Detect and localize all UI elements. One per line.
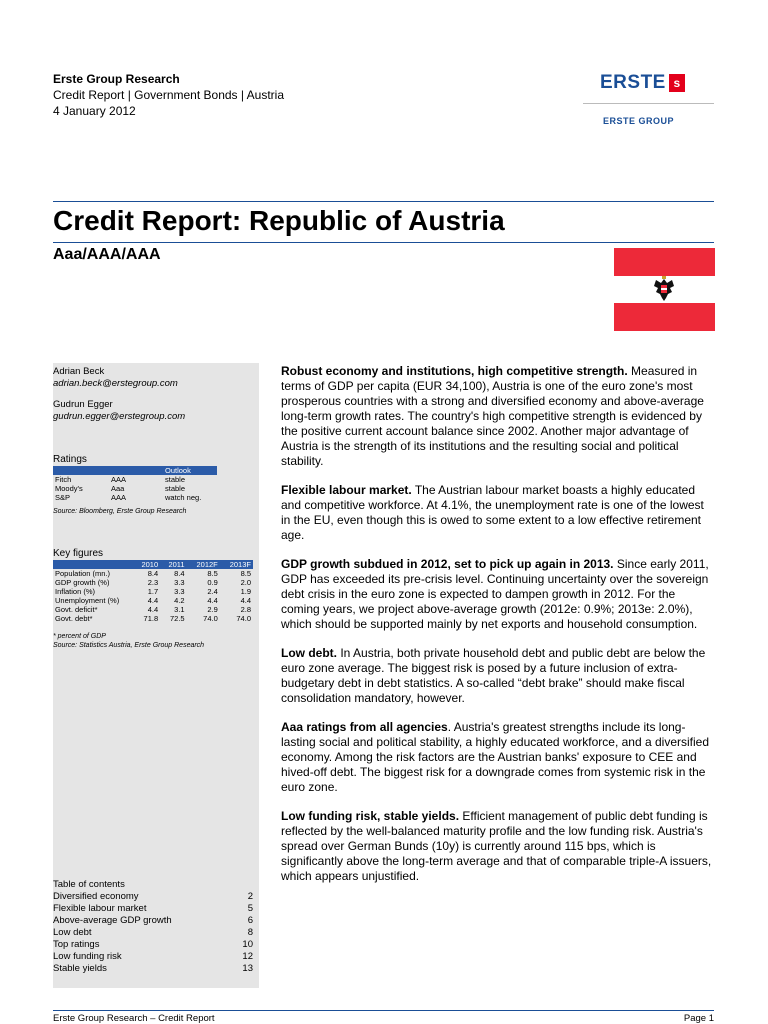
ratings-col-outlook: Outlook <box>163 466 217 475</box>
toc-item-label: Low funding risk <box>53 951 122 962</box>
kf-value: 72.5 <box>169 614 185 623</box>
ratings-col-blank <box>53 466 109 475</box>
rating-agency: Fitch <box>55 475 72 484</box>
logo-mark-icon: s <box>669 74 685 92</box>
toc-heading <box>53 879 253 891</box>
kf-value: 2.9 <box>207 605 218 614</box>
body-paragraph <box>281 809 714 884</box>
table-of-contents <box>53 879 253 975</box>
kf-value: 2.3 <box>147 578 159 587</box>
page-title: Credit Report: Republic of Austria <box>53 205 505 236</box>
toc-item-label: Flexible labour market <box>53 903 147 914</box>
kf-label: Inflation (%) <box>55 587 96 596</box>
kf-value: 71.8 <box>143 614 159 623</box>
title-rule-bottom <box>53 242 714 243</box>
toc-item-label: Low debt <box>53 927 92 938</box>
toc-item[interactable] <box>53 915 253 927</box>
toc-item-label: Diversified economy <box>53 891 139 902</box>
rating-outlook: stable <box>165 475 186 484</box>
kf-label: Population (mn.) <box>55 569 111 578</box>
toc-heading-label: Table of contents <box>53 879 125 890</box>
toc-item-page: 10 <box>242 939 253 950</box>
paragraph-text: Since early 2011, GDP has exceeded its pre-crisis level. Continuing uncertainty over the sovereign debt crisis in the euro zone is expected to dampen growth in 2012. For the coming years, we project above-average growth (2012e: 0.9%; 2013e: 2.0%), which should be supported mainly by net exports and household consumption. <box>281 557 709 631</box>
kf-value: 3.3 <box>174 587 185 596</box>
kf-value: 0.9 <box>207 578 218 587</box>
kf-col-header: 2011 <box>160 560 186 569</box>
toc-item[interactable] <box>53 891 253 903</box>
kf-label: GDP growth (%) <box>55 578 110 587</box>
table-row <box>53 587 253 596</box>
logo-subtitle: ERSTE GROUP <box>603 116 675 126</box>
body-paragraph <box>281 364 714 469</box>
kf-label: Unemployment (%) <box>55 596 120 605</box>
eagle-coat-of-arms-icon <box>652 274 676 304</box>
analysts <box>53 366 253 423</box>
paragraph-lead: Robust economy and institutions, high competitive strength. <box>281 364 628 378</box>
key-figures-source: Source: Statistics Austria, Erste Group Research <box>53 642 205 649</box>
paragraph-lead: Low funding risk, stable yields. <box>281 809 460 823</box>
kf-value: 4.4 <box>207 596 218 605</box>
key-figures-heading: Key figures <box>53 548 104 559</box>
ratings-col-blank <box>109 466 163 475</box>
analyst-name: Adrian Beck <box>53 366 105 377</box>
kf-label: Govt. deficit* <box>55 605 98 614</box>
toc-item[interactable] <box>53 903 253 915</box>
kf-value: 2.4 <box>207 587 218 596</box>
key-figures-table <box>53 560 253 623</box>
kf-value: 4.4 <box>147 605 159 614</box>
body-paragraph <box>281 557 714 632</box>
table-row <box>53 493 217 502</box>
paragraph-lead: Low debt. <box>281 646 337 660</box>
toc-item[interactable] <box>53 927 253 939</box>
ratings-heading: Ratings <box>53 454 87 465</box>
kf-value: 1.9 <box>240 587 251 596</box>
kf-value: 4.4 <box>147 596 159 605</box>
kf-col-blank <box>53 560 133 569</box>
erste-logo <box>600 72 685 94</box>
toc-item[interactable] <box>53 939 253 951</box>
logo-divider <box>583 103 714 104</box>
toc-item-page: 6 <box>247 915 253 926</box>
page-subtitle: Aaa/AAA/AAA <box>53 246 161 263</box>
main-body <box>281 364 714 898</box>
rating-outlook: stable <box>165 484 186 493</box>
paragraph-text: Efficient management of public debt funding is reflected by the well-balanced maturity profile and the low funding risk. Austria's spread over German Bunds (10y) is currently around 115 bps, which is significantly above the long-term average and that of comparable triple-A issuers, which appears unjustified. <box>281 809 712 883</box>
body-paragraph <box>281 646 714 706</box>
paragraph-lead: GDP growth subdued in 2012, set to pick up again in 2013. <box>281 557 614 571</box>
toc-item-page: 2 <box>247 891 253 902</box>
header-report-line: Credit Report | Government Bonds | Austria <box>53 88 285 102</box>
rating-value: AAA <box>111 475 127 484</box>
kf-value: 2.8 <box>240 605 251 614</box>
table-row <box>53 484 217 493</box>
table-row <box>53 578 253 587</box>
kf-col-header: 2010 <box>133 560 160 569</box>
kf-value: 4.2 <box>174 596 185 605</box>
kf-value: 3.1 <box>174 605 185 614</box>
paragraph-text: The Austrian labour market boasts a highly educated and competitive workforce. At 4.1%, the unemployment rate is one of the lowest in the EU, even though this is owed to some extent to a low effective retirement age. <box>281 483 704 542</box>
table-row <box>53 569 253 578</box>
paragraph-lead: Flexible labour market. <box>281 483 412 497</box>
rating-value: Aaa <box>111 484 125 493</box>
table-row <box>53 596 253 605</box>
kf-label: Govt. debt* <box>55 614 93 623</box>
paragraph-lead: Aaa ratings from all agencies <box>281 720 448 734</box>
kf-value: 8.5 <box>240 569 251 578</box>
analyst-email[interactable]: adrian.beck@erstegroup.com <box>53 378 178 389</box>
toc-item-label: Top ratings <box>53 939 100 950</box>
toc-item[interactable] <box>53 951 253 963</box>
logo-wordmark: ERSTE <box>600 72 666 93</box>
toc-item-page: 8 <box>247 927 253 938</box>
kf-value: 8.5 <box>207 569 218 578</box>
toc-item-label: Stable yields <box>53 963 107 974</box>
ratings-table <box>53 466 217 502</box>
paragraph-text: Measured in terms of GDP per capita (EUR 34,100), Austria is one of the euro zone's most prosperous countries with a strong and diversified economy and above-average long-term growth rates. The country's high competitive strength is evidenced by the positive current account balance since 2002. Another major advantage of Austria is the strength of its institutions and the resulting social and political stability. <box>281 364 704 468</box>
footer-title: Erste Group Research – Credit Report <box>53 1013 215 1024</box>
kf-value: 4.4 <box>240 596 251 605</box>
rating-agency: Moody's <box>55 484 83 493</box>
paragraph-text: In Austria, both private household debt and public debt are below the euro zone average. The biggest risk is posed by a future inclusion of extra-budgetary debt in debt statistics. A so-called “debt brake” should make fiscal consolidation mandatory, however. <box>281 646 706 705</box>
kf-value: 3.3 <box>174 578 185 587</box>
page-number: Page 1 <box>683 1013 714 1024</box>
paragraph-text: . Austria's greatest strengths include its long-lasting social and political stability, a highly educated workforce, and a diversified economy. Among the risk factors are the Austrian banks' exposure to CEE and hived-off debt. The biggest risk for a downgrade comes from systemic risk in the euro zone. <box>281 720 710 794</box>
toc-item-page: 13 <box>242 963 253 974</box>
table-row <box>53 475 217 484</box>
kf-col-header: 2013F <box>220 560 253 569</box>
header-org: Erste Group Research <box>53 72 180 86</box>
body-paragraph <box>281 483 714 543</box>
kf-value: 74.0 <box>203 614 218 623</box>
table-row <box>53 614 253 623</box>
body-paragraph <box>281 720 714 795</box>
table-row <box>53 605 253 614</box>
ratings-source: Source: Bloomberg, Erste Group Research <box>53 508 187 515</box>
footer-rule <box>53 1010 714 1011</box>
kf-value: 74.0 <box>236 614 251 623</box>
kf-col-header: 2012F <box>187 560 220 569</box>
toc-item-page: 12 <box>242 951 253 962</box>
kf-value: 8.4 <box>147 569 159 578</box>
kf-value: 1.7 <box>147 587 159 596</box>
rating-outlook: watch neg. <box>165 493 202 502</box>
key-figures-note: * percent of GDP <box>53 633 106 640</box>
rating-value: AAA <box>111 493 127 502</box>
toc-item[interactable] <box>53 963 253 975</box>
kf-value: 2.0 <box>240 578 251 587</box>
toc-item-label: Above-average GDP growth <box>53 915 172 926</box>
analyst-email[interactable]: gudrun.egger@erstegroup.com <box>53 411 186 422</box>
title-rule-top <box>53 201 714 202</box>
kf-value: 8.4 <box>174 569 185 578</box>
toc-item-page: 5 <box>247 903 253 914</box>
analyst-name: Gudrun Egger <box>53 399 113 410</box>
header-date: 4 January 2012 <box>53 104 136 118</box>
rating-agency: S&P <box>55 493 71 502</box>
austria-flag <box>614 248 715 331</box>
